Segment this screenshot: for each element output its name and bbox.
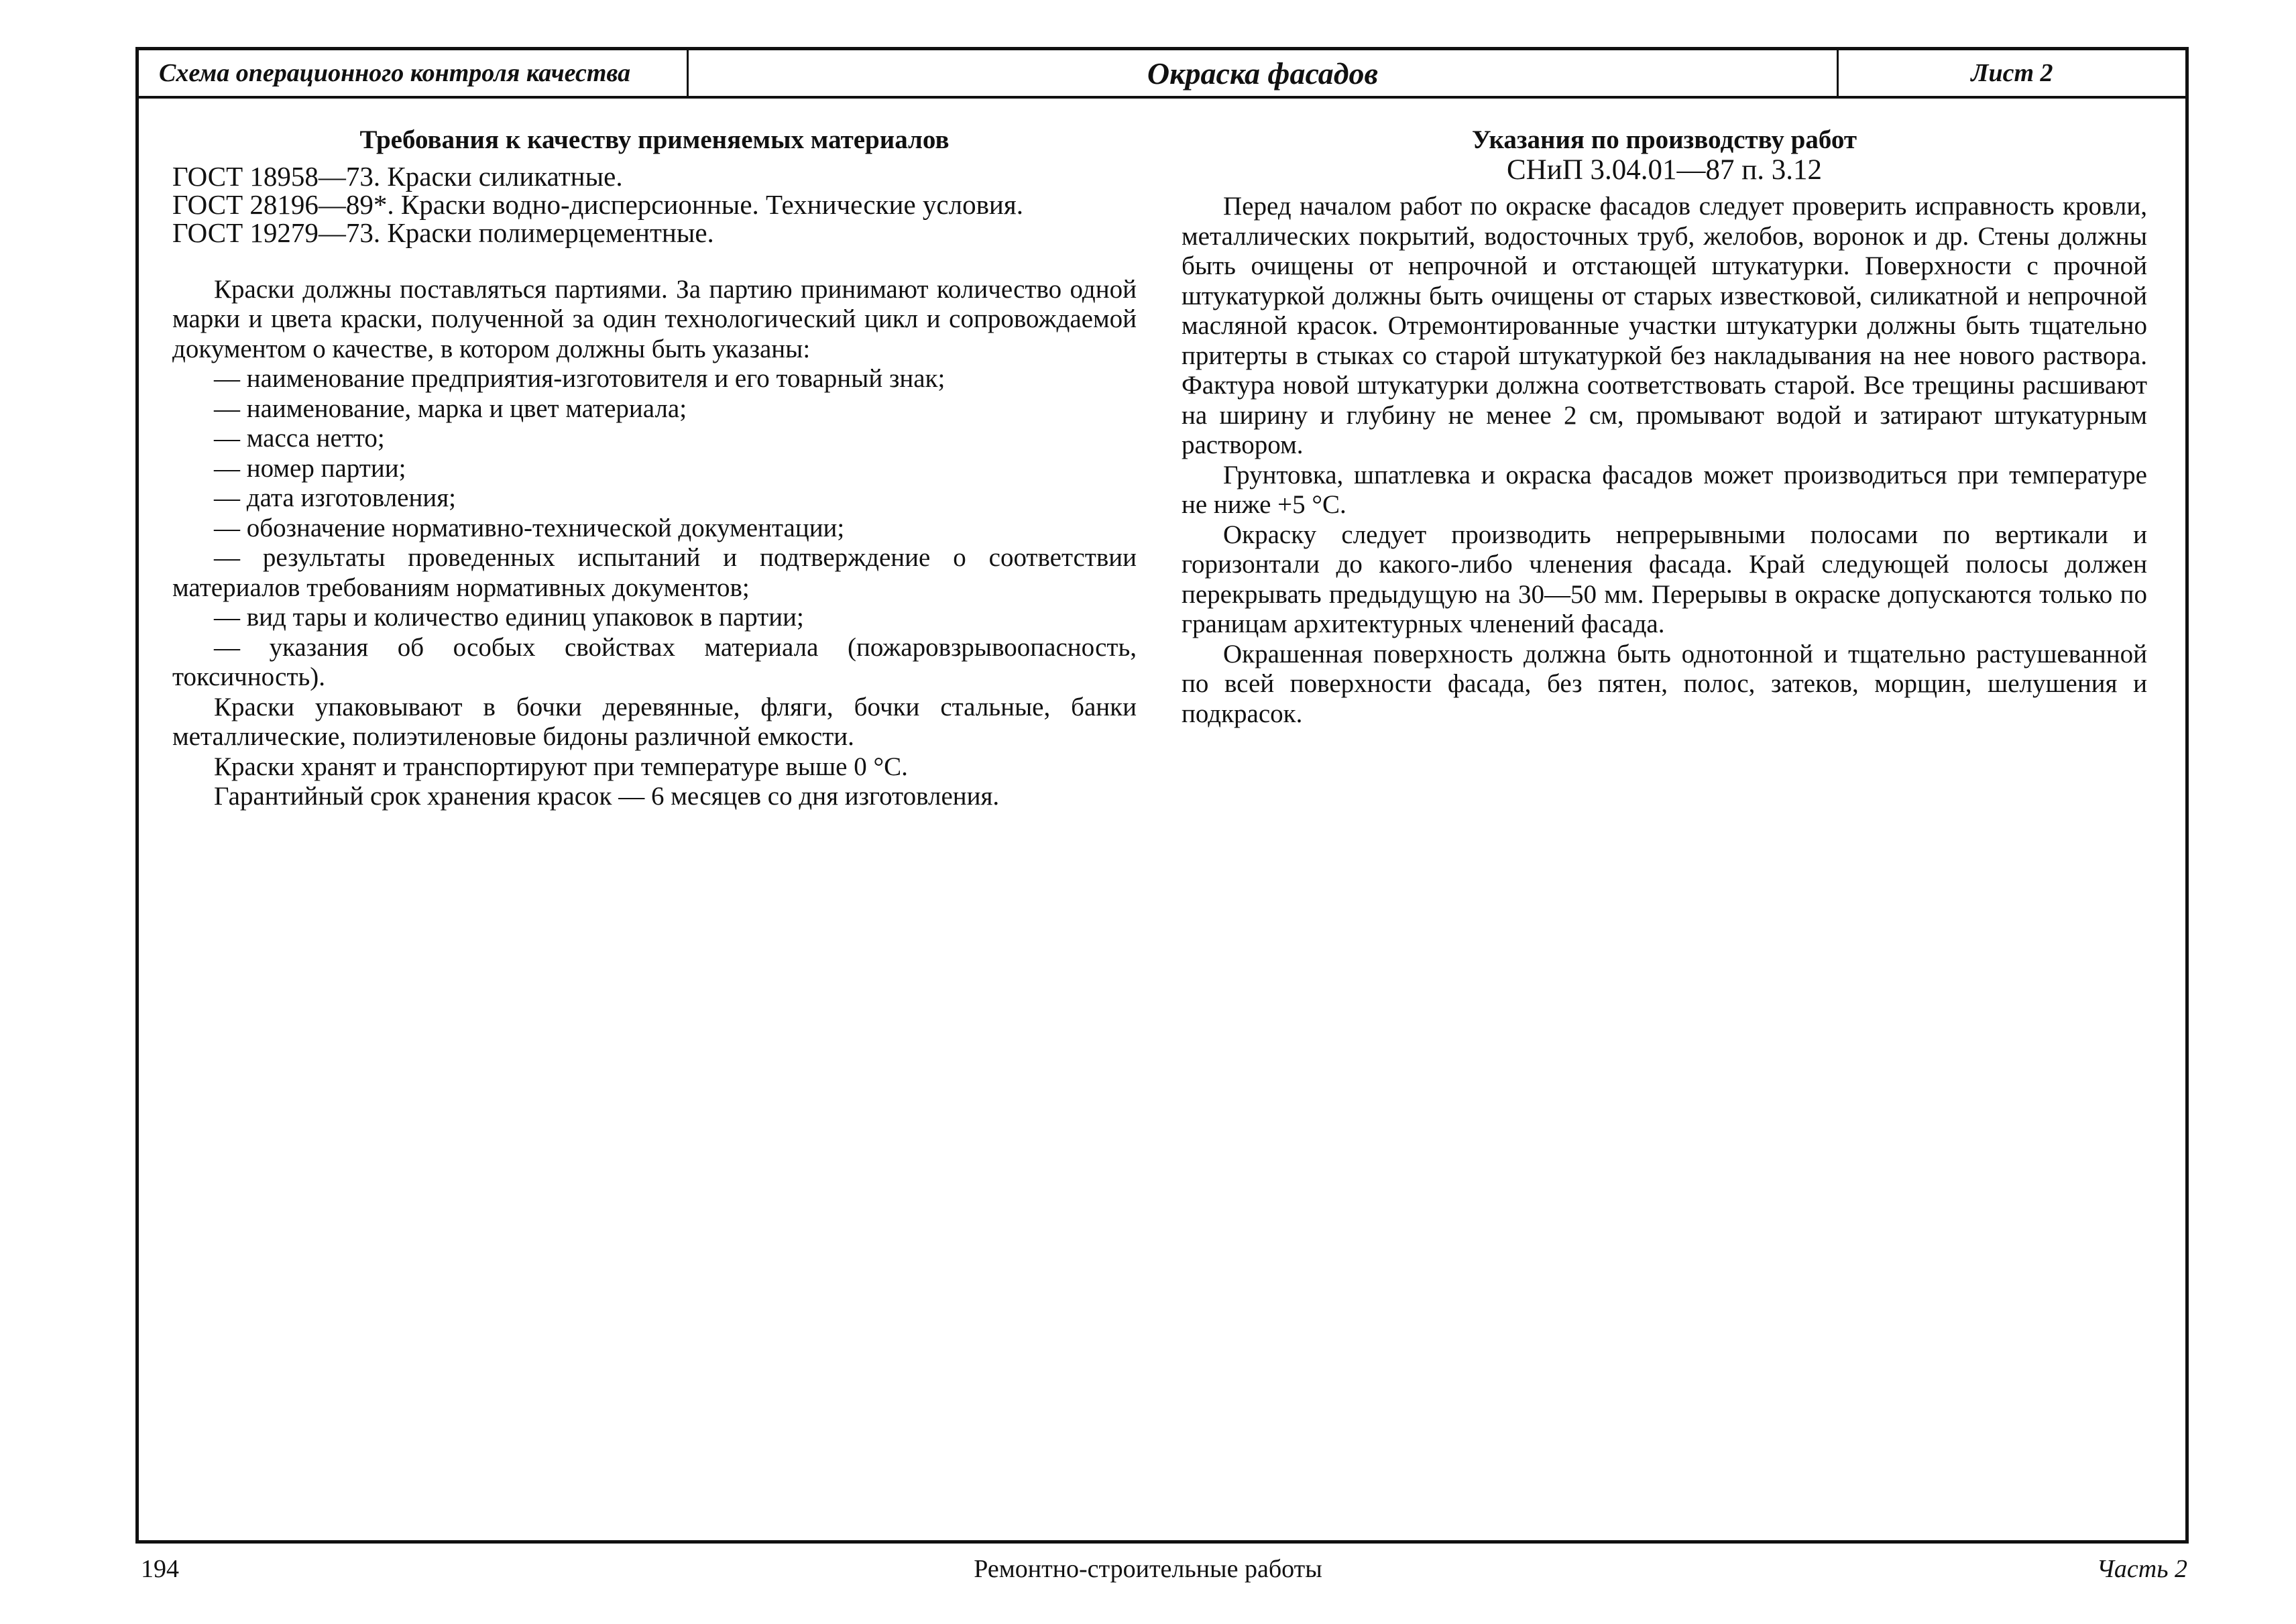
document-contents-list — [172, 364, 1137, 693]
batch-paragraph: Краски должны поставляться партиями. За партию принимают количество одной марки и цвета краски, полученной за один технологический цикл и сопровождаемой документом о качестве, в котором должны быть указаны: — [172, 274, 1137, 363]
warranty-paragraph: Гарантийный срок хранения красок — 6 месяцев со дня изготовления. — [214, 782, 1000, 811]
list-item: — наименование предприятия-изготовителя и его товарный знак; — [214, 364, 945, 393]
standards-list — [172, 162, 1137, 247]
standard-item: ГОСТ 18958—73. Краски силикатные. — [172, 160, 623, 192]
temperature-paragraph: Грунтовка, шпатлевка и окраска фасадов может производиться при температуре не ниже +5 °С. — [1182, 460, 2147, 519]
materials-column — [172, 125, 1137, 812]
list-item: — указания об особых свойствах материала (пожаровзрывоопасность, токсичность). — [172, 632, 1137, 691]
preparation-paragraph: Перед началом работ по окраске фасадов следует проверить исправность кровли, металлических покрытий, водосточных труб, желобов, воронок и др. Стены должны быть очищены от непрочной и отстающей штукатурки. Поверхности с прочной штукатуркой должны быть очищены от старых известковой, силикатной и непрочной масляной красок. Отремонтированные участки штукатурки должны быть тщательно притерты в стыках со старой штукатуркой без накладывания на нее нового раствора. Фактура новой штукатурки должна соответствовать старой. Все трещины расшивают на ширину и глубину не менее 2 см, промывают водой и затирают штукатурным раствором. — [1182, 192, 2147, 459]
scheme-label: Схема операционного контроля качества — [139, 50, 689, 96]
storage-paragraph: Краски хранят и транспортируют при температуре выше 0 °С. — [214, 752, 908, 781]
page-number: 194 — [141, 1555, 179, 1583]
painting-paragraph: Окраску следует производить непрерывными полосами по вертикали и горизонтали до какого-либо членения фасада. Край следующей полосы должен перекрывать предыдущую на 30—50 мм. Перерывы в окраске допускаются только по границам архитектурных членений фасада. — [1182, 520, 2147, 638]
list-item: — результаты проведенных испытаний и подтверждение о соответствии материалов требованиям нормативных документов; — [172, 543, 1137, 602]
document-title: Окраска фасадов — [689, 50, 1839, 96]
instructions-title: Указания по производству работ — [1472, 125, 1857, 154]
book-title: Ремонтно-строительные работы — [974, 1555, 1322, 1583]
instructions-subtitle: СНиП 3.04.01—87 п. 3.12 — [1506, 154, 1823, 186]
document-frame — [135, 47, 2189, 1544]
packing-paragraph: Краски упаковывают в бочки деревянные, фляги, бочки стальные, банки металлические, полиэтиленовые бидоны различной емкости. — [172, 692, 1137, 751]
standard-item: ГОСТ 28196—89*. Краски водно-дисперсионные. Технические условия. — [172, 188, 1023, 220]
standard-item: ГОСТ 19279—73. Краски полимерцементные. — [172, 217, 714, 248]
list-item: — масса нетто; — [214, 424, 385, 453]
finish-paragraph: Окрашенная поверхность должна быть однотонной и тщательно растушеванной по всей поверхности фасада, без пятен, полос, затеков, морщин, шелушения и подкрасок. — [1182, 639, 2147, 728]
list-item: — дата изготовления; — [214, 483, 456, 512]
materials-title: Требования к качеству применяемых материалов — [359, 125, 950, 154]
instructions-column — [1182, 125, 2147, 729]
list-item: — наименование, марка и цвет материала; — [214, 394, 687, 423]
list-item: — вид тары и количество единиц упаковок в партии; — [214, 603, 804, 632]
part-label: Часть 2 — [2096, 1555, 2187, 1583]
header-table — [139, 50, 2185, 99]
sheet-label: Лист 2 — [1971, 59, 2053, 87]
list-item: — номер партии; — [214, 453, 406, 483]
list-item: — обозначение нормативно-технической документации; — [214, 513, 845, 542]
